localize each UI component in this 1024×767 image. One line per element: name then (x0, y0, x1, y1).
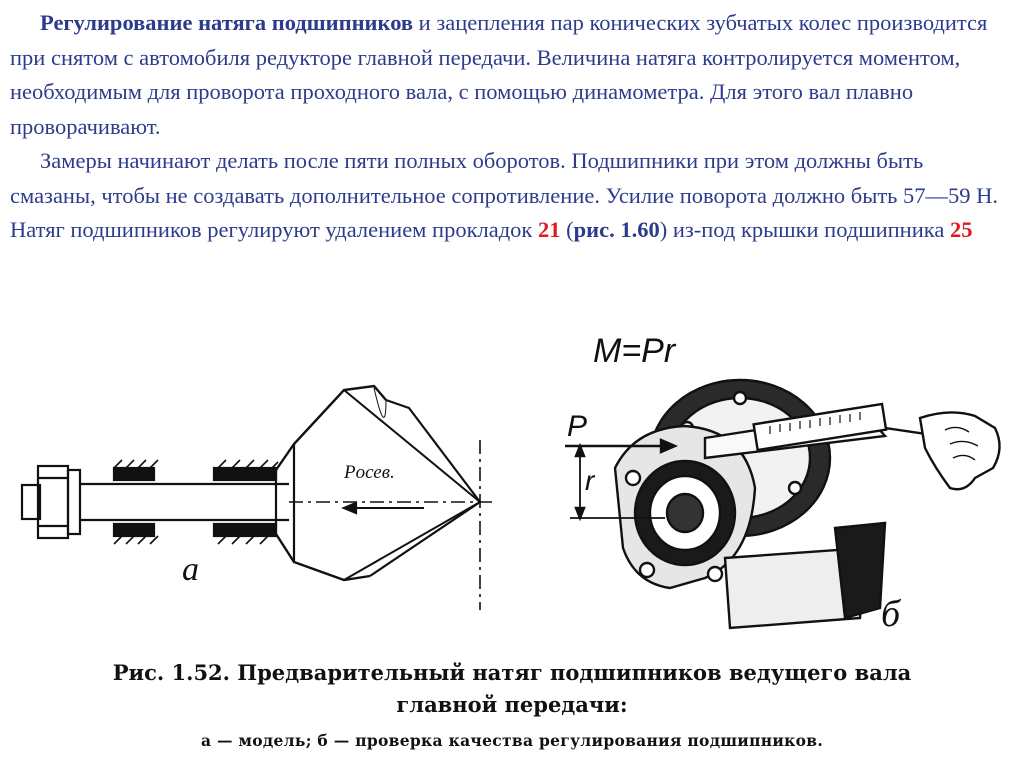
force-p-label: P (567, 410, 588, 443)
radius-r-label: r (585, 465, 595, 496)
panel-label-a: а (182, 551, 199, 588)
part-ref-21: 21 (537, 217, 561, 242)
caption-line-1: Рис. 1.52. Предварительный натяг подшипников ведущего вала (112, 660, 912, 685)
paragraph-2 (10, 144, 1014, 248)
bearing-bottom-right (214, 524, 276, 544)
figure-b-dynamometer-check (555, 318, 1020, 640)
caption-line-2: главной передачи: (396, 692, 628, 717)
moment-formula: M=Pr (593, 332, 676, 370)
slide-text (10, 6, 1014, 248)
figure-a-model (14, 380, 504, 630)
part-ref-25: 25 (949, 217, 973, 242)
bearing-top-right (214, 460, 278, 480)
paragraph-2-body-b: ) из-под крышки подшипника (659, 217, 950, 242)
paren-open: ( (560, 217, 574, 242)
paragraph-2-body-a: Замеры начинают делать после пяти полных оборотов. Подшипники при этом должны быть смазаны, чтобы не создавать дополнительное сопротивление. Усилие поворота должно быть 57—59 Н. Натяг подшипников регулируют удалением прокладок (10, 148, 999, 242)
paragraph-1-body: и зацепления пар конических зубчатых колес производится при снятом с автомобиля редукторе главной передачи. Величина натяга контролируется моментом, необходимым для проворота проходного вала, с помощью динамометра. Для этого вал плавно проворачивают. (10, 10, 988, 139)
bearing-bottom-left (114, 524, 158, 544)
paragraph-1-lead: Регулирование натяга подшипников (40, 10, 414, 35)
axial-force-label: Pосев. (344, 462, 395, 483)
figure-ref: рис. 1.60 (573, 217, 660, 242)
panel-label-b: б (881, 593, 901, 635)
caption-line-3: а — модель; б — проверка качества регулирования подшипников. (200, 731, 824, 750)
nut (38, 466, 68, 538)
bearing-top-left (114, 460, 158, 480)
paragraph-1 (10, 6, 1014, 144)
